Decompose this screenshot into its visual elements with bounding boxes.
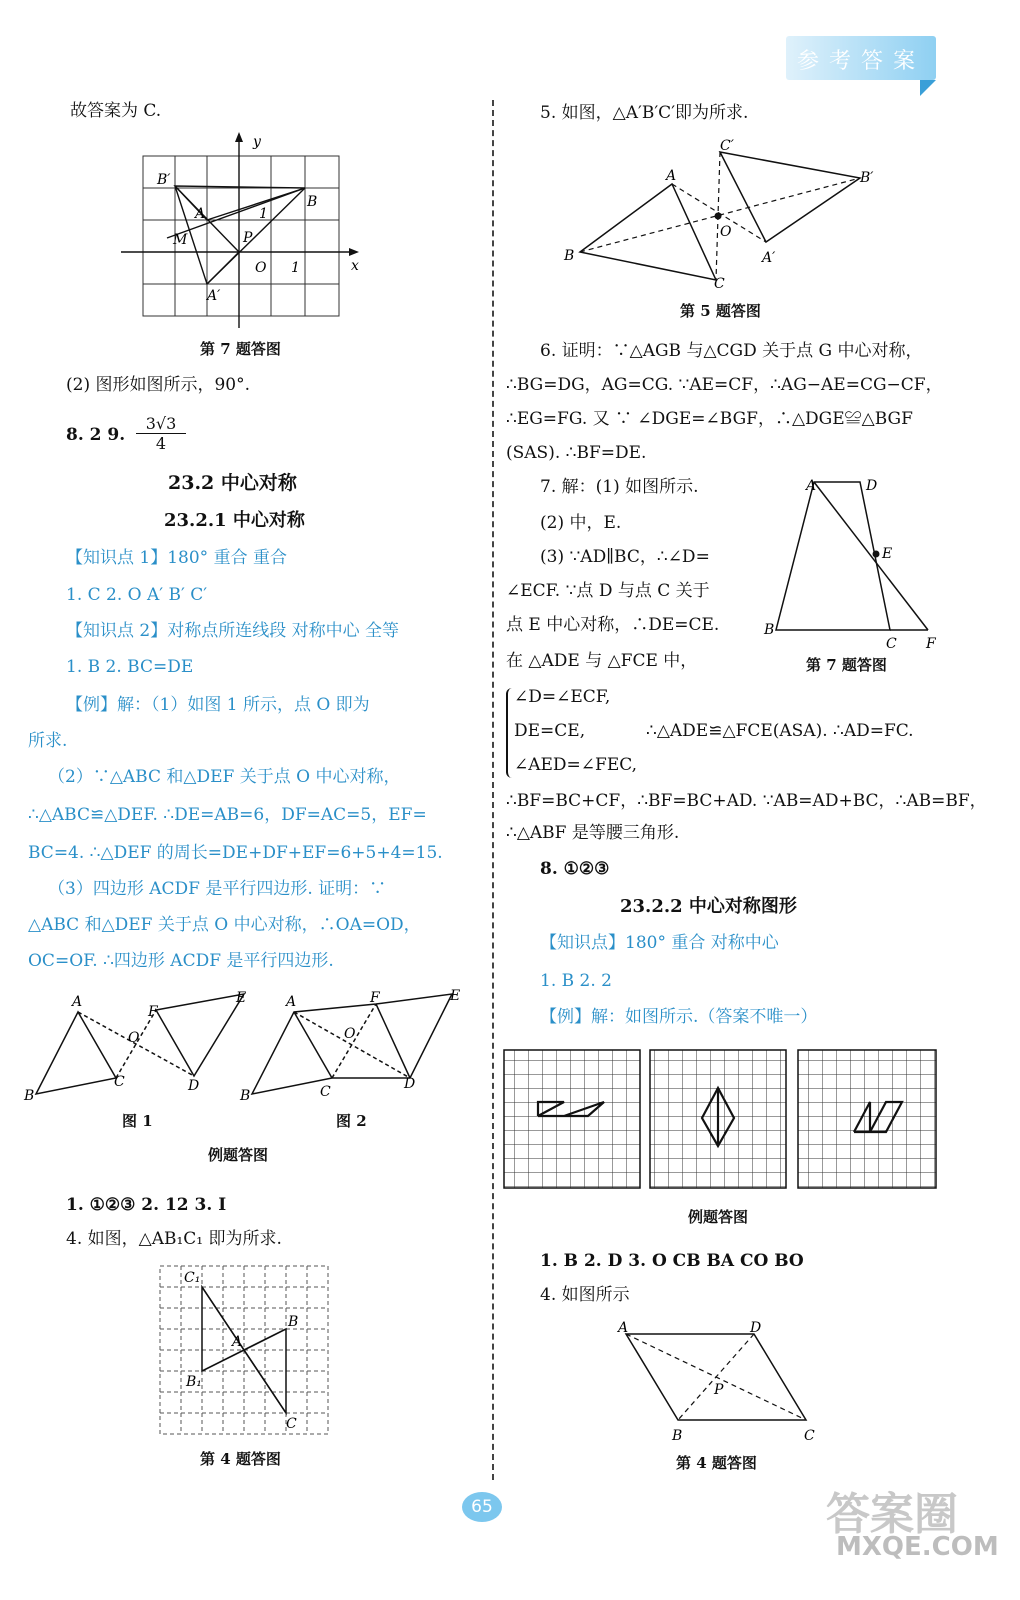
- solution-line: 7. 解：(1) 如图所示.: [540, 477, 699, 497]
- point-label: M: [173, 232, 188, 248]
- point-label: P: [243, 230, 253, 246]
- figure-q7-right: [760, 472, 950, 652]
- banner-corner: [920, 80, 936, 96]
- proof-line: 6. 证明：∵△AGB 与△CGD 关于点 G 中心对称，: [540, 341, 923, 361]
- section-title: 23.2 中心对称: [168, 472, 297, 494]
- point-label: A: [666, 168, 677, 184]
- axis-x-label: x: [351, 258, 359, 274]
- fraction: [136, 414, 186, 453]
- point-label: B₁: [186, 1374, 202, 1390]
- figure-q5: [560, 132, 890, 292]
- solution-line: 点 E 中心对称，∴DE=CE.: [506, 615, 720, 635]
- equation-line: DE=CE,: [514, 721, 586, 741]
- point-label: F: [148, 1004, 158, 1020]
- point-label: P: [714, 1382, 724, 1398]
- point-label: C′: [720, 138, 734, 154]
- solution-line: ∴BF=BC+CF，∴BF=BC+AD. ∵AB=AD+BC，∴AB=BF，: [506, 791, 987, 811]
- answer-line: 4. 如图所示: [540, 1285, 630, 1305]
- answer-line: (2) 图形如图所示，90°.: [66, 375, 251, 395]
- solution-line: (2) 中，E.: [540, 513, 622, 533]
- point-label: A: [232, 1334, 243, 1350]
- point-label: A: [806, 478, 817, 494]
- example-line: 【例】解：如图所示.（答案不唯一）: [540, 1007, 818, 1027]
- point-label: C₁: [184, 1270, 201, 1286]
- point-label: A′: [207, 288, 221, 304]
- knowledge-point-2: 【知识点 2】对称点所连线段 对称中心 全等: [66, 621, 400, 641]
- point-label: B: [764, 622, 775, 638]
- example-line: ∴△ABC≌△DEF. ∴DE=AB=6，DF=AC=5，EF=: [28, 805, 427, 825]
- answer-line: 1. C 2. O A′ B′ C′: [66, 585, 208, 605]
- figure-caption: 第 5 题答图: [680, 302, 761, 320]
- point-label: C: [714, 276, 725, 292]
- point-label: C: [320, 1084, 331, 1100]
- center-point: [715, 213, 722, 220]
- axis-y-label: y: [253, 134, 261, 150]
- point-label: F: [926, 636, 936, 652]
- answer-line: 1. B 2. 2: [540, 971, 612, 991]
- example-line: △ABC 和△DEF 关于点 O 中心对称，∴OA=OD，: [28, 915, 421, 935]
- figure-caption: 例题答图: [688, 1208, 749, 1226]
- solution-line: (3) ∵AD∥BC，∴∠D=: [540, 547, 710, 567]
- point-label: A′: [762, 250, 776, 266]
- equation-line: ∠AED=∠FEC,: [514, 755, 638, 775]
- answer-line: 1. B 2. D 3. O CB BA CO BO: [540, 1251, 804, 1271]
- point-label: E: [236, 990, 247, 1006]
- proof-line: ∴BG=DG，AG=CG. ∵AE=CF，∴AG−AE=CG−CF，: [506, 375, 943, 395]
- point-label: C: [886, 636, 897, 652]
- solution-line: ∠ECF. ∵点 D 与点 C 关于: [506, 581, 710, 601]
- point-label: C: [114, 1074, 125, 1090]
- subsection-title: 23.2.2 中心对称图形: [620, 896, 797, 917]
- subsection-title: 23.2.1 中心对称: [164, 510, 305, 531]
- equation-line: ∠D=∠ECF,: [514, 687, 611, 707]
- knowledge-point-1: 【知识点 1】180° 重合 重合: [66, 548, 287, 568]
- watermark-url: MXQE.COM: [836, 1532, 999, 1562]
- figure-q4-grid: [156, 1262, 332, 1440]
- answer-line: 8. 2 9.: [66, 425, 126, 445]
- example-line: OC=OF. ∴四边形 ACDF 是平行四边形.: [28, 951, 334, 971]
- center-point: [873, 551, 880, 558]
- point-label: B′: [157, 172, 171, 188]
- equation-line: ∴△ADE≌△FCE(ASA). ∴AD=FC.: [646, 721, 914, 741]
- figure-caption: 图 2: [336, 1112, 367, 1130]
- point-label: A: [195, 206, 206, 222]
- answer-banner: [786, 36, 936, 80]
- example-line: （3）四边形 ACDF 是平行四边形. 证明：∵: [48, 879, 387, 899]
- point-label: B: [240, 1088, 251, 1104]
- point-label: B: [288, 1314, 299, 1330]
- figure-caption: 第 4 题答图: [200, 1450, 281, 1468]
- answer-line: 1. ①②③ 2. 12 3. I: [66, 1195, 227, 1215]
- point-label: E: [882, 546, 893, 562]
- figure-caption: 第 7 题答图: [200, 340, 281, 358]
- point-label: D: [188, 1078, 200, 1094]
- figure-caption: 第 4 题答图: [676, 1454, 757, 1472]
- column-divider: [492, 100, 494, 1480]
- point-label: O: [720, 224, 732, 240]
- solution-line: ∴△ABF 是等腰三角形.: [506, 823, 680, 843]
- point-label: E: [450, 988, 461, 1004]
- figure-caption: 图 1: [122, 1112, 153, 1130]
- watermark-logo: 答案圈: [826, 1489, 958, 1540]
- point-label: A: [286, 994, 297, 1010]
- point-label: A: [618, 1320, 629, 1336]
- example-figures: [20, 986, 470, 1106]
- banner-text: 参考答案: [796, 49, 925, 74]
- example-line: BC=4. ∴△DEF 的周长=DE+DF+EF=6+5+4=15.: [28, 843, 443, 863]
- point-label: A: [72, 994, 83, 1010]
- answer-line: 5. 如图，△A′B′C′即为所求.: [540, 103, 749, 123]
- tick-label: 1: [291, 260, 300, 276]
- figure-caption: 例题答图: [208, 1146, 269, 1164]
- point-label: D: [404, 1076, 416, 1092]
- point-label: F: [370, 990, 380, 1006]
- fraction-numerator: 3√3: [136, 414, 186, 434]
- answer-line: 1. B 2. BC=DE: [66, 657, 194, 677]
- figure-caption: 第 7 题答图: [806, 656, 887, 674]
- tick-label: 1: [259, 206, 268, 222]
- example-line: （2）∵△ABC 和△DEF 关于点 O 中心对称，: [48, 767, 401, 787]
- page-number: 65: [462, 1492, 502, 1522]
- point-label: O: [128, 1030, 140, 1046]
- point-label: B′: [860, 170, 874, 186]
- point-label: O: [255, 260, 267, 276]
- solution-line: 在 △ADE 与 △FCE 中，: [506, 651, 698, 671]
- answer-line: 故答案为 C.: [70, 101, 162, 121]
- example-line: 所求.: [28, 731, 68, 751]
- point-label: B: [672, 1428, 683, 1444]
- knowledge-point: 【知识点】180° 重合 对称中心: [540, 933, 779, 953]
- point-label: D: [750, 1320, 762, 1336]
- figure-q4-right: [610, 1316, 830, 1446]
- example-grids: [500, 1046, 940, 1192]
- point-label: B: [564, 248, 575, 264]
- point-label: B: [24, 1088, 35, 1104]
- point-label: O: [344, 1026, 356, 1042]
- answer-line: 4. 如图，△AB₁C₁ 即为所求.: [66, 1229, 282, 1249]
- proof-line: ∴EG=FG. 又 ∵ ∠DGE=∠BGF，∴△DGE≌△BGF: [506, 409, 913, 429]
- example-line: 【例】解：（1）如图 1 所示，点 O 即为: [66, 695, 370, 715]
- point-label: D: [866, 478, 878, 494]
- fraction-denominator: 4: [155, 434, 167, 453]
- figure-q7-grid: [115, 128, 375, 328]
- point-label: B: [307, 194, 318, 210]
- point-label: C: [804, 1428, 815, 1444]
- answer-line: 8. ①②③: [540, 859, 610, 879]
- proof-line: (SAS). ∴BF=DE.: [506, 443, 647, 463]
- point-label: C: [286, 1416, 297, 1432]
